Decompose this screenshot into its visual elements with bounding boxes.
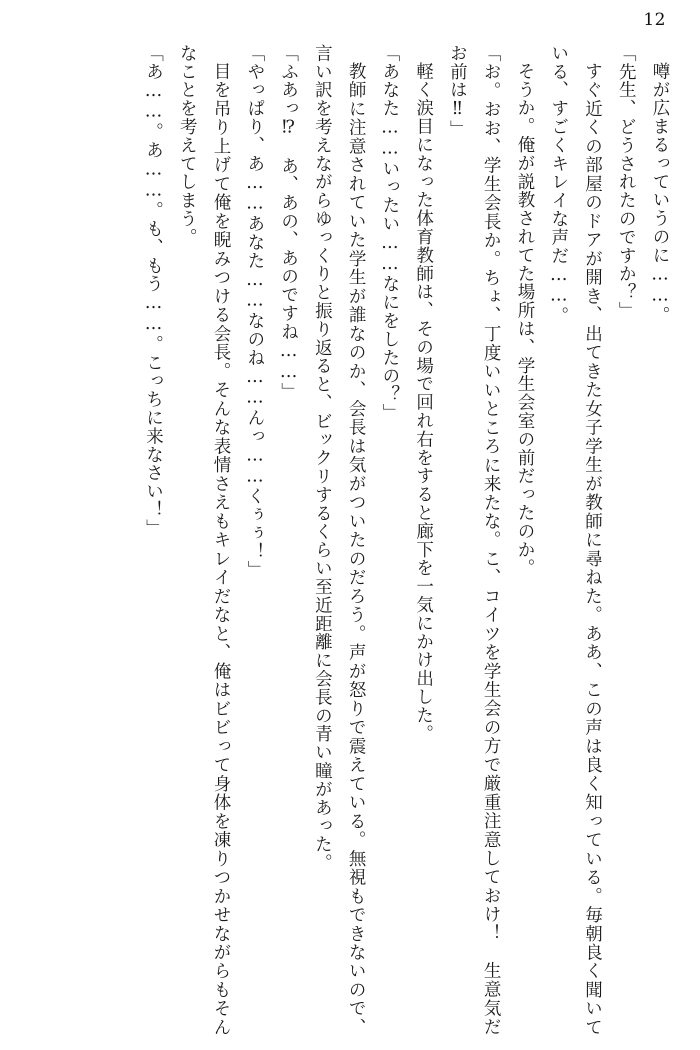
paragraph: 「やっぱり、あ……あなた……なのね……んっ……くぅぅ！」 bbox=[244, 44, 265, 580]
paragraph: 「あなた……いったい……なにをしたの？」 bbox=[379, 44, 400, 422]
paragraph: 「お。おお、学生会長か。ちょ、丁度いいところに来たな。こ、コイツを学生会の方で厳重注意しておけ！ 生意気だお前は‼」 bbox=[447, 44, 502, 1036]
paragraph: 教師に注意されていた学生が誰なのか、会長は気がついたのだろう。声が怒りで震えている。無視もできないので、言い訳を考えながらゆっくりと振り返ると、ビックリするくらい至近距離に会長の青い瞳があった。 bbox=[312, 44, 367, 1036]
page-number: 12 bbox=[643, 10, 666, 30]
paragraph: そうか。俺が説教されてた場所は、学生会室の前だったのか。 bbox=[514, 61, 535, 577]
page-text-body bbox=[24, 44, 676, 1036]
paragraph: 「ふあっ⁉ あ、あの、あのですね……」 bbox=[278, 44, 299, 402]
paragraph: 目を吊り上げて俺を睨みつける会長。そんな表情さえもキレイだなと、俺はビビって身体を凍りつかせながらもそんなことを考えてしまう。 bbox=[177, 44, 232, 1036]
paragraph: すぐ近くの部屋のドアが開き、出てきた女子学生が教師に尋ねた。ああ、この声は良く知っている。毎朝良く聞いている、すごくキレイな声だ……。 bbox=[548, 44, 603, 1036]
paragraph: 「あ……。あ……。も、もう……。こっちに来なさい！」 bbox=[143, 44, 164, 538]
paragraph: 「先生、どうされたのですか？」 bbox=[616, 44, 637, 320]
paragraph: 軽く涙目になった体育教師は、その場で回れ右をすると廊下を一気にかけ出した。 bbox=[413, 61, 434, 743]
paragraph: 噂が広まるっていうのに……。 bbox=[650, 61, 670, 325]
